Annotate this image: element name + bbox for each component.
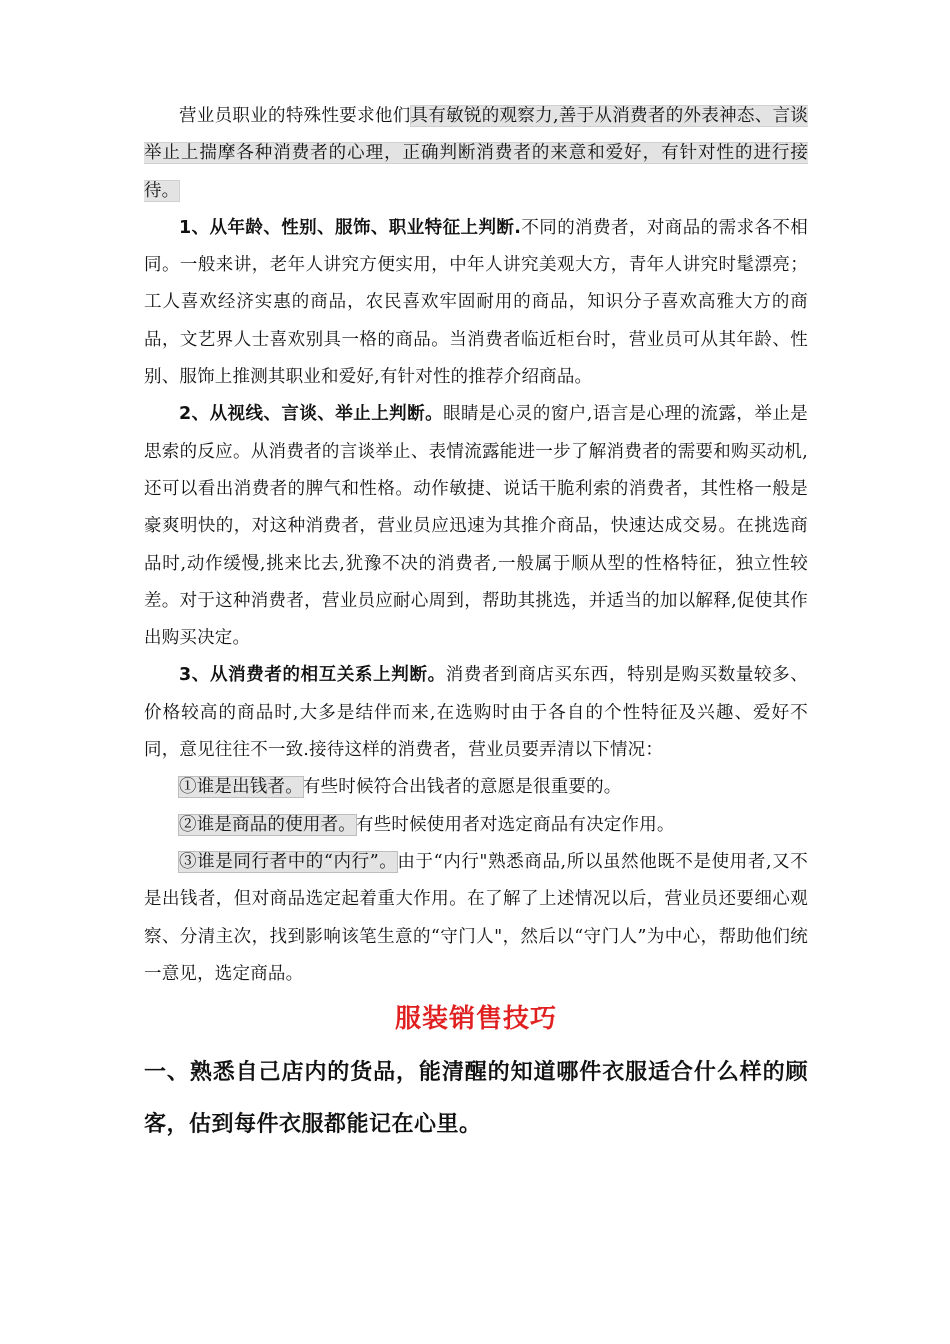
section-3-heading: 3、从消费者的相互关系上判断。 — [179, 665, 446, 686]
section-1-heading: 1、从年龄、性别、服饰、职业特征上判断. — [179, 217, 522, 238]
section-2-heading: 2、从视线、言谈、举止上判断。 — [179, 404, 444, 425]
item-1-text: 有些时候符合出钱者的意愿是很重要的。 — [302, 777, 622, 798]
section-2-body: 眼睛是心灵的窗户,语言是心理的流露，举止是思索的反应。从消费者的言谈举止、表情流露能进一步了解消费者的需要和购买动机,还可以看出消费者的脾气和性格。动作敏捷、说话干脆利索的消费者，其性格一般是豪爽明快的，对这种消费者，营业员应迅速为其推介商品，快速达成交易。在挑选商品时,动作缓慢,挑来比去,犹豫不决的消费者,一般属于顺从型的性格特征，独立性较差。对于这种消费者，营业员应耐心周到，帮助其挑选，并适当的加以解释,促使其作出购买决定。 — [144, 404, 808, 649]
section-3-body: 消费者到商店买东西，特别是购买数量较多、价格较高的商品时,大多是结伴而来,在选购时由于各自的个性特征及兴趣、爱好不同，意见往往不一致.接待这样的消费者，营业员要弄清以下情况： — [144, 665, 808, 761]
heading-1: 一、熟悉自己店内的货品，能清醒的知道哪件衣服适合什么样的顾客，估到每件衣服都能记在心里。 — [144, 1060, 808, 1138]
section-3-paragraph — [144, 657, 808, 769]
section-1-paragraph — [144, 210, 808, 396]
intro-paragraph — [144, 98, 808, 210]
item-3-paragraph — [144, 844, 808, 993]
item-1-paragraph — [144, 769, 808, 806]
item-2-label: ②谁是商品的使用者。 — [179, 814, 356, 835]
intro-text-plain: 营业员职业的特殊性要求他们 — [179, 106, 411, 126]
item-3-label: ③谁是同行者中的“内行”。 — [179, 851, 398, 872]
section-title: 服装销售技巧 — [394, 1004, 557, 1035]
section-2-paragraph — [144, 396, 808, 657]
item-2-paragraph — [144, 807, 808, 844]
item-3-text: 由于“内行"熟悉商品,所以虽然他既不是使用者,又不是出钱者，但对商品选定起着重大作用。在了解了上述情况以后，营业员还要细心观察、分清主次，找到影响该笔生意的“守门人"，然后以“守门人”为中心，帮助他们统一意见，选定商品。 — [144, 851, 808, 984]
item-2-text: 有些时候使用者对选定商品有决定作用。 — [356, 814, 675, 835]
document-page — [144, 98, 808, 1151]
section-1-body: 不同的消费者，对商品的需求各不相同。一般来讲，老年人讲究方便实用，中年人讲究美观大方，青年人讲究时髦漂亮；工人喜欢经济实惠的商品，农民喜欢牢固耐用的商品，知识分子喜欢高雅大方的商品，文艺界人士喜欢别具一格的商品。当消费者临近柜台时，营业员可从其年龄、性别、服饰上推测其职业和爱好,有针对性的推荐介绍商品。 — [144, 217, 808, 388]
item-1-label: ①谁是出钱者。 — [179, 777, 303, 798]
intro-text-highlighted: 具有敏锐的观察力,善于从消费者的外表神态、言谈举止上揣摩各种消费者的心理，正确判断消费者的来意和爱好，有针对性的进行接待。 — [144, 106, 808, 201]
